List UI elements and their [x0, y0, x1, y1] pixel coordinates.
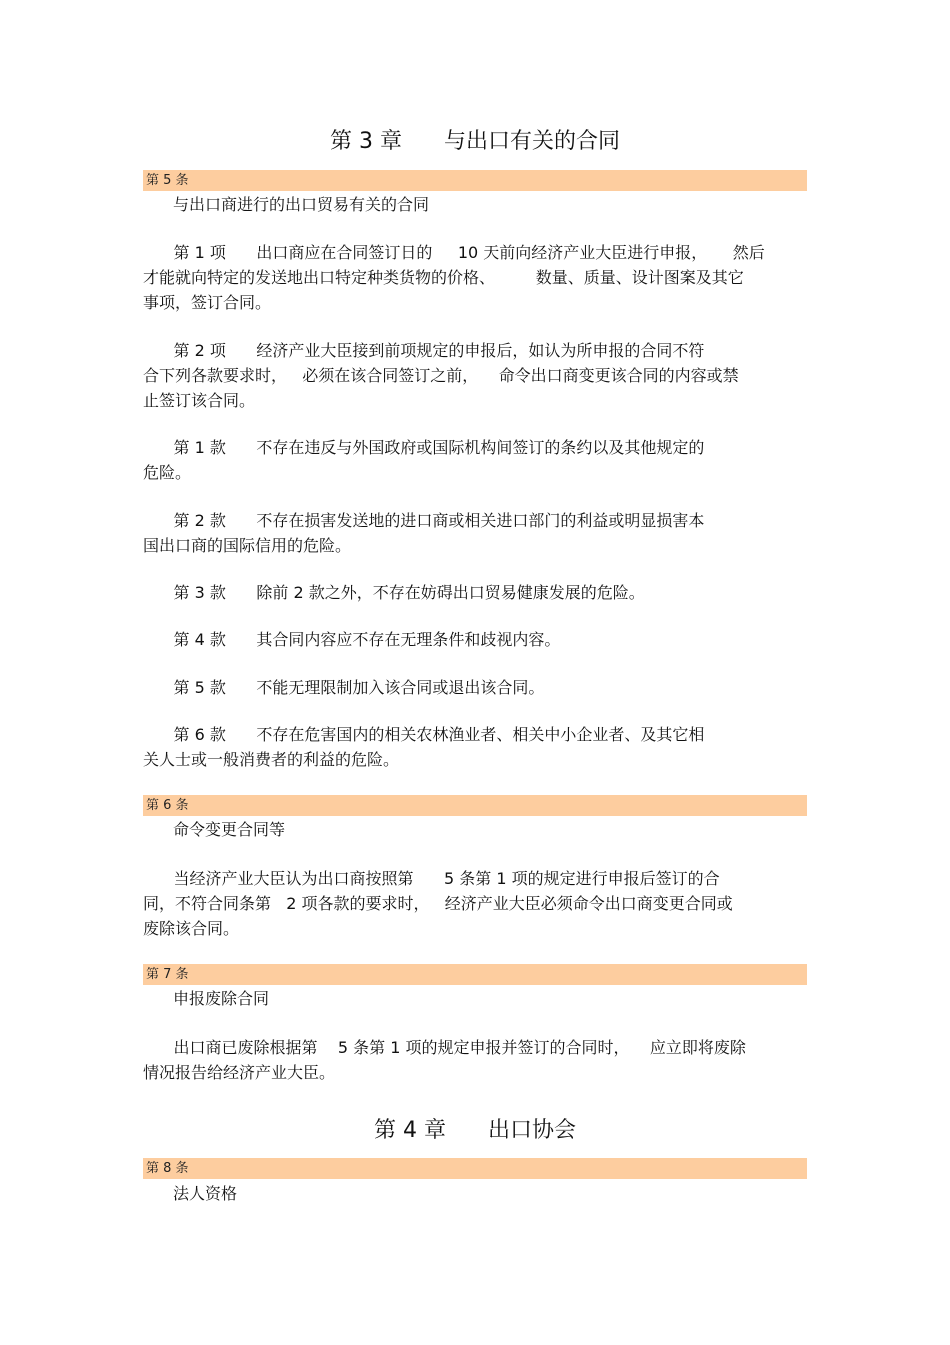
article-5-bar: 第 5 条 [143, 170, 807, 191]
text-line: 第 2 款 不存在损害发送地的进口商或相关进口部门的利益或明显损害本 [143, 511, 705, 530]
text-line: 第 1 款 不存在违反与外国政府或国际机构间签订的条约以及其他规定的 [143, 438, 705, 457]
text-line: 第 3 款 除前 2 款之外，不存在妨碍出口贸易健康发展的危险。 [143, 583, 645, 602]
text-line: 事项，签订合同。 [143, 293, 272, 312]
article-5-title: 与出口商进行的出口贸易有关的合同 [173, 195, 430, 214]
text-line: 第 6 款 不存在危害国内的相关农林渔业者、相关中小企业者、及其它相 [143, 725, 705, 744]
text-line: 同，不符合同条第 2 项各款的要求时， 经济产业大臣必须命令出口商变更合同或 [143, 894, 733, 913]
text-line: 止签订该合同。 [143, 391, 256, 410]
text-line: 当经济产业大臣认为出口商按照第 5 条第 1 项的规定进行申报后签订的合 [143, 869, 720, 888]
article-5-clause-6 [143, 722, 807, 772]
article-5-clause-3 [143, 580, 807, 605]
article-5-item-2 [143, 338, 807, 413]
chapter-4-heading: 第 4 章 出口协会 [374, 1118, 576, 1143]
article-6-title: 命令变更合同等 [173, 820, 286, 839]
text-line: 第 2 项 经济产业大臣接到前项规定的申报后，如认为所申报的合同不符 [143, 341, 705, 360]
article-7-body [143, 1035, 807, 1085]
article-7-title: 申报废除合同 [173, 989, 270, 1008]
article-7-bar: 第 7 条 [143, 964, 807, 985]
text-line: 危险。 [143, 463, 192, 482]
article-6-body [143, 866, 807, 941]
article-8-title: 法人资格 [173, 1184, 238, 1203]
text-line: 第 5 款 不能无理限制加入该合同或退出该合同。 [143, 678, 545, 697]
article-5-clause-4 [143, 627, 807, 652]
text-line: 才能就向特定的发送地出口特定种类货物的价格、 数量、质量、设计图案及其它 [143, 268, 744, 287]
text-line: 合下列各款要求时， 必须在该合同签订之前， 命令出口商变更该合同的内容或禁 [143, 366, 739, 385]
text-line: 关人士或一般消费者的利益的危险。 [143, 750, 400, 769]
article-5-clause-2 [143, 508, 807, 558]
article-5-item-1 [143, 240, 807, 315]
text-line: 第 4 款 其合同内容应不存在无理条件和歧视内容。 [143, 630, 561, 649]
article-5-clause-1 [143, 435, 807, 485]
article-6-bar: 第 6 条 [143, 795, 807, 816]
chapter-3-heading: 第 3 章 与出口有关的合同 [330, 129, 620, 154]
text-line: 出口商已废除根据第 5 条第 1 项的规定申报并签订的合同时， 应立即将废除 [143, 1038, 746, 1057]
article-8-bar: 第 8 条 [143, 1158, 807, 1179]
article-5-clause-5 [143, 675, 807, 700]
text-line: 情况报告给经济产业大臣。 [143, 1063, 336, 1082]
text-line: 国出口商的国际信用的危险。 [143, 536, 352, 555]
text-line: 废除该合同。 [143, 919, 240, 938]
text-line: 第 1 项 出口商应在合同签订日的 10 天前向经济产业大臣进行申报， 然后 [143, 243, 765, 262]
